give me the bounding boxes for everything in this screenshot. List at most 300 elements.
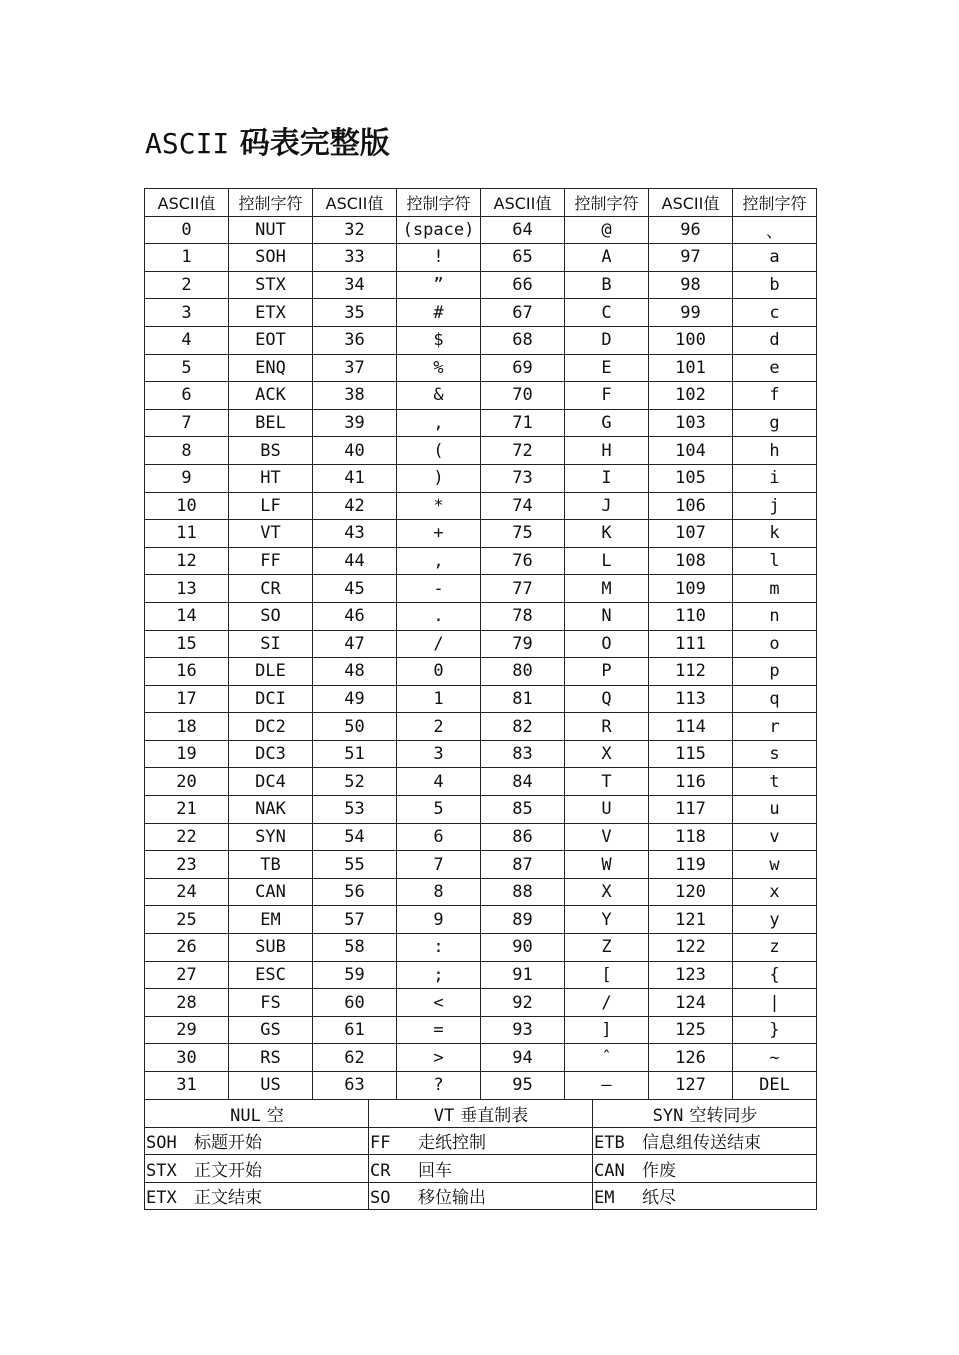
ascii-value-cell: 104 bbox=[649, 437, 733, 465]
ascii-value-cell: 90 bbox=[481, 934, 565, 962]
ascii-value-cell: 79 bbox=[481, 630, 565, 658]
column-header: 控制字符 bbox=[397, 189, 481, 217]
legend-code: ETB bbox=[594, 1133, 625, 1154]
control-char-cell: — bbox=[565, 1072, 649, 1100]
control-char-cell: | bbox=[733, 989, 817, 1017]
control-char-cell: ~ bbox=[733, 1044, 817, 1072]
ascii-code-table bbox=[144, 188, 817, 1100]
control-char-cell: s bbox=[733, 740, 817, 768]
control-char-cell: , bbox=[397, 547, 481, 575]
control-char-cell: NAK bbox=[229, 796, 313, 824]
ascii-value-cell: 36 bbox=[313, 326, 397, 354]
table-row bbox=[145, 740, 817, 768]
control-char-cell: M bbox=[565, 575, 649, 603]
ascii-value-cell: 92 bbox=[481, 989, 565, 1017]
ascii-value-cell: 29 bbox=[145, 1016, 229, 1044]
control-char-cell: x bbox=[733, 878, 817, 906]
control-char-cell: / bbox=[565, 989, 649, 1017]
ascii-value-cell: 89 bbox=[481, 906, 565, 934]
ascii-value-cell: 98 bbox=[649, 271, 733, 299]
ascii-value-cell: 20 bbox=[145, 768, 229, 796]
ascii-value-cell: 35 bbox=[313, 299, 397, 327]
control-char-cell: CR bbox=[229, 575, 313, 603]
ascii-value-cell: 32 bbox=[313, 216, 397, 244]
ascii-value-cell: 59 bbox=[313, 961, 397, 989]
ascii-value-cell: 21 bbox=[145, 796, 229, 824]
control-char-cell: u bbox=[733, 796, 817, 824]
ascii-value-cell: 70 bbox=[481, 382, 565, 410]
control-char-cell: a bbox=[733, 244, 817, 272]
control-char-cell: 4 bbox=[397, 768, 481, 796]
legend-row bbox=[145, 1127, 817, 1155]
legend-code: NUL bbox=[230, 1105, 261, 1126]
ascii-value-cell: 26 bbox=[145, 934, 229, 962]
control-char-cell: FS bbox=[229, 989, 313, 1017]
control-char-cell: n bbox=[733, 602, 817, 630]
legend-cell bbox=[369, 1127, 593, 1155]
page-title-rest: 码表完整版 bbox=[229, 126, 390, 161]
control-char-cell: k bbox=[733, 520, 817, 548]
control-char-cell: h bbox=[733, 437, 817, 465]
control-char-cell: v bbox=[733, 823, 817, 851]
ascii-value-cell: 71 bbox=[481, 409, 565, 437]
ascii-value-cell: 108 bbox=[649, 547, 733, 575]
ascii-value-cell: 25 bbox=[145, 906, 229, 934]
control-char-cell: (space) bbox=[397, 216, 481, 244]
ascii-value-cell: 81 bbox=[481, 685, 565, 713]
control-char-cell: SUB bbox=[229, 934, 313, 962]
control-char-cell: * bbox=[397, 492, 481, 520]
control-char-cell: US bbox=[229, 1072, 313, 1100]
ascii-value-cell: 72 bbox=[481, 437, 565, 465]
ascii-value-cell: 125 bbox=[649, 1016, 733, 1044]
legend-meaning: 回车 bbox=[418, 1160, 452, 1181]
legend-meaning: 垂直制表 bbox=[460, 1105, 529, 1126]
ascii-value-cell: 60 bbox=[313, 989, 397, 1017]
ascii-value-cell: 24 bbox=[145, 878, 229, 906]
ascii-value-cell: 44 bbox=[313, 547, 397, 575]
ascii-value-cell: 57 bbox=[313, 906, 397, 934]
legend-cell bbox=[145, 1155, 369, 1183]
table-row bbox=[145, 382, 817, 410]
ascii-value-cell: 4 bbox=[145, 326, 229, 354]
control-char-cell: ACK bbox=[229, 382, 313, 410]
control-char-cell: W bbox=[565, 851, 649, 879]
legend-meaning: 正文结束 bbox=[194, 1188, 262, 1209]
control-char-cell: I bbox=[565, 464, 649, 492]
legend-header-cell bbox=[593, 1100, 817, 1128]
control-char-cell: SO bbox=[229, 602, 313, 630]
ascii-value-cell: 31 bbox=[145, 1072, 229, 1100]
control-char-cell: BEL bbox=[229, 409, 313, 437]
legend-row bbox=[145, 1155, 817, 1183]
control-char-cell: 5 bbox=[397, 796, 481, 824]
ascii-value-cell: 102 bbox=[649, 382, 733, 410]
table-row bbox=[145, 437, 817, 465]
table-row bbox=[145, 547, 817, 575]
legend-meaning: 移位输出 bbox=[418, 1188, 486, 1209]
control-char-cell: w bbox=[733, 851, 817, 879]
table-row bbox=[145, 1044, 817, 1072]
ascii-value-cell: 49 bbox=[313, 685, 397, 713]
ascii-value-cell: 126 bbox=[649, 1044, 733, 1072]
ascii-value-cell: 113 bbox=[649, 685, 733, 713]
ascii-value-cell: 23 bbox=[145, 851, 229, 879]
ascii-value-cell: 63 bbox=[313, 1072, 397, 1100]
control-char-cell: Y bbox=[565, 906, 649, 934]
control-char-cell: c bbox=[733, 299, 817, 327]
control-char-cell: 1 bbox=[397, 685, 481, 713]
control-char-cell: V bbox=[565, 823, 649, 851]
control-char-cell: ) bbox=[397, 464, 481, 492]
legend-cell bbox=[145, 1182, 369, 1210]
control-char-cell: E bbox=[565, 354, 649, 382]
ascii-value-cell: 124 bbox=[649, 989, 733, 1017]
legend-code: ETX bbox=[146, 1188, 177, 1209]
ascii-value-cell: 28 bbox=[145, 989, 229, 1017]
column-header: ASCII值 bbox=[145, 189, 229, 217]
legend-cell bbox=[593, 1182, 817, 1210]
control-char-cell: R bbox=[565, 713, 649, 741]
ascii-value-cell: 78 bbox=[481, 602, 565, 630]
ascii-value-cell: 76 bbox=[481, 547, 565, 575]
ascii-value-cell: 123 bbox=[649, 961, 733, 989]
ascii-value-cell: 118 bbox=[649, 823, 733, 851]
ascii-value-cell: 105 bbox=[649, 464, 733, 492]
ascii-value-cell: 97 bbox=[649, 244, 733, 272]
control-char-cell: j bbox=[733, 492, 817, 520]
legend-meaning: 纸尽 bbox=[642, 1188, 676, 1209]
ascii-value-cell: 121 bbox=[649, 906, 733, 934]
table-row bbox=[145, 906, 817, 934]
ascii-value-cell: 13 bbox=[145, 575, 229, 603]
ascii-value-cell: 46 bbox=[313, 602, 397, 630]
ascii-value-cell: 55 bbox=[313, 851, 397, 879]
ascii-value-cell: 3 bbox=[145, 299, 229, 327]
control-char-cell: , bbox=[397, 409, 481, 437]
control-char-cell: A bbox=[565, 244, 649, 272]
control-char-cell: GS bbox=[229, 1016, 313, 1044]
ascii-value-cell: 66 bbox=[481, 271, 565, 299]
control-char-cell: DC4 bbox=[229, 768, 313, 796]
control-char-cell: i bbox=[733, 464, 817, 492]
ascii-value-cell: 61 bbox=[313, 1016, 397, 1044]
control-char-cell: e bbox=[733, 354, 817, 382]
ascii-value-cell: 62 bbox=[313, 1044, 397, 1072]
ascii-value-cell: 27 bbox=[145, 961, 229, 989]
ascii-value-cell: 51 bbox=[313, 740, 397, 768]
control-char-cell: ? bbox=[397, 1072, 481, 1100]
table-row bbox=[145, 326, 817, 354]
ascii-value-cell: 107 bbox=[649, 520, 733, 548]
control-char-cell: { bbox=[733, 961, 817, 989]
ascii-value-cell: 88 bbox=[481, 878, 565, 906]
column-header: 控制字符 bbox=[733, 189, 817, 217]
control-char-cell: . bbox=[397, 602, 481, 630]
legend-code: CR bbox=[370, 1160, 391, 1181]
ascii-value-cell: 0 bbox=[145, 216, 229, 244]
control-char-cell: q bbox=[733, 685, 817, 713]
table-row bbox=[145, 602, 817, 630]
legend-code: VT bbox=[433, 1105, 455, 1126]
legend-code: SYN bbox=[652, 1105, 684, 1126]
ascii-value-cell: 50 bbox=[313, 713, 397, 741]
control-char-cell: & bbox=[397, 382, 481, 410]
ascii-value-cell: 110 bbox=[649, 602, 733, 630]
table-row bbox=[145, 464, 817, 492]
ascii-value-cell: 17 bbox=[145, 685, 229, 713]
control-char-cell: Z bbox=[565, 934, 649, 962]
legend-code: FF bbox=[370, 1133, 391, 1154]
table-row bbox=[145, 409, 817, 437]
ascii-value-cell: 30 bbox=[145, 1044, 229, 1072]
control-char-cell: TB bbox=[229, 851, 313, 879]
column-header: ASCII值 bbox=[481, 189, 565, 217]
control-char-cell: B bbox=[565, 271, 649, 299]
control-char-cell: ! bbox=[397, 244, 481, 272]
ascii-value-cell: 75 bbox=[481, 520, 565, 548]
control-char-cell: D bbox=[565, 326, 649, 354]
table-row bbox=[145, 216, 817, 244]
ascii-value-cell: 96 bbox=[649, 216, 733, 244]
control-char-cell: } bbox=[733, 1016, 817, 1044]
table-row bbox=[145, 1072, 817, 1100]
control-char-cell: BS bbox=[229, 437, 313, 465]
control-char-cell: HT bbox=[229, 464, 313, 492]
ascii-value-cell: 77 bbox=[481, 575, 565, 603]
control-char-cell: + bbox=[397, 520, 481, 548]
control-char-cell: SI bbox=[229, 630, 313, 658]
ascii-value-cell: 40 bbox=[313, 437, 397, 465]
ascii-value-cell: 52 bbox=[313, 768, 397, 796]
table-row bbox=[145, 768, 817, 796]
table-row bbox=[145, 934, 817, 962]
control-char-cell: - bbox=[397, 575, 481, 603]
control-char-cell: P bbox=[565, 658, 649, 686]
ascii-value-cell: 43 bbox=[313, 520, 397, 548]
control-char-cell: 3 bbox=[397, 740, 481, 768]
ascii-value-cell: 8 bbox=[145, 437, 229, 465]
control-char-legend-table bbox=[144, 1099, 817, 1210]
ascii-value-cell: 84 bbox=[481, 768, 565, 796]
ascii-value-cell: 122 bbox=[649, 934, 733, 962]
control-char-cell: # bbox=[397, 299, 481, 327]
ascii-value-cell: 39 bbox=[313, 409, 397, 437]
table-row bbox=[145, 851, 817, 879]
control-char-cell: DC3 bbox=[229, 740, 313, 768]
legend-cell bbox=[593, 1127, 817, 1155]
ascii-value-cell: 111 bbox=[649, 630, 733, 658]
control-char-cell: VT bbox=[229, 520, 313, 548]
legend-cell bbox=[369, 1155, 593, 1183]
control-char-cell: H bbox=[565, 437, 649, 465]
table-row bbox=[145, 685, 817, 713]
ascii-value-cell: 2 bbox=[145, 271, 229, 299]
table-row bbox=[145, 878, 817, 906]
ascii-value-cell: 67 bbox=[481, 299, 565, 327]
column-header: 控制字符 bbox=[565, 189, 649, 217]
control-char-cell: r bbox=[733, 713, 817, 741]
control-char-cell: FF bbox=[229, 547, 313, 575]
table-row bbox=[145, 354, 817, 382]
table-row bbox=[145, 492, 817, 520]
ascii-value-cell: 54 bbox=[313, 823, 397, 851]
ascii-value-cell: 109 bbox=[649, 575, 733, 603]
control-char-cell: ; bbox=[397, 961, 481, 989]
control-char-cell: U bbox=[565, 796, 649, 824]
control-char-cell: K bbox=[565, 520, 649, 548]
ascii-value-cell: 58 bbox=[313, 934, 397, 962]
control-char-cell: N bbox=[565, 602, 649, 630]
control-char-cell: RS bbox=[229, 1044, 313, 1072]
ascii-value-cell: 37 bbox=[313, 354, 397, 382]
control-char-cell: SOH bbox=[229, 244, 313, 272]
ascii-value-cell: 22 bbox=[145, 823, 229, 851]
control-char-cell: / bbox=[397, 630, 481, 658]
legend-code: SOH bbox=[146, 1133, 177, 1154]
legend-meaning: 走纸控制 bbox=[418, 1133, 486, 1154]
table-row bbox=[145, 796, 817, 824]
column-header: ASCII值 bbox=[313, 189, 397, 217]
ascii-value-cell: 87 bbox=[481, 851, 565, 879]
ascii-value-cell: 112 bbox=[649, 658, 733, 686]
legend-code: SO bbox=[370, 1188, 391, 1209]
control-char-cell: f bbox=[733, 382, 817, 410]
ascii-value-cell: 115 bbox=[649, 740, 733, 768]
control-char-cell: z bbox=[733, 934, 817, 962]
table-row bbox=[145, 575, 817, 603]
legend-header-row bbox=[145, 1100, 817, 1128]
control-char-cell: d bbox=[733, 326, 817, 354]
table-row bbox=[145, 520, 817, 548]
ascii-value-cell: 15 bbox=[145, 630, 229, 658]
ascii-value-cell: 5 bbox=[145, 354, 229, 382]
control-char-cell: g bbox=[733, 409, 817, 437]
ascii-value-cell: 41 bbox=[313, 464, 397, 492]
legend-meaning: 空转同步 bbox=[689, 1105, 758, 1126]
column-header: 控制字符 bbox=[229, 189, 313, 217]
control-char-cell: 9 bbox=[397, 906, 481, 934]
ascii-value-cell: 101 bbox=[649, 354, 733, 382]
ascii-value-cell: 83 bbox=[481, 740, 565, 768]
control-char-cell: 6 bbox=[397, 823, 481, 851]
ascii-value-cell: 100 bbox=[649, 326, 733, 354]
control-char-cell: o bbox=[733, 630, 817, 658]
control-char-cell: ] bbox=[565, 1016, 649, 1044]
control-char-cell: NUT bbox=[229, 216, 313, 244]
ascii-value-cell: 69 bbox=[481, 354, 565, 382]
control-char-cell: y bbox=[733, 906, 817, 934]
control-char-cell: F bbox=[565, 382, 649, 410]
control-char-cell: ETX bbox=[229, 299, 313, 327]
ascii-value-cell: 116 bbox=[649, 768, 733, 796]
ascii-value-cell: 48 bbox=[313, 658, 397, 686]
ascii-value-cell: 7 bbox=[145, 409, 229, 437]
control-char-cell: Q bbox=[565, 685, 649, 713]
control-char-cell: DEL bbox=[733, 1072, 817, 1100]
ascii-value-cell: 53 bbox=[313, 796, 397, 824]
ascii-value-cell: 86 bbox=[481, 823, 565, 851]
ascii-value-cell: 64 bbox=[481, 216, 565, 244]
control-char-cell: m bbox=[733, 575, 817, 603]
control-char-cell: ( bbox=[397, 437, 481, 465]
control-char-cell: X bbox=[565, 878, 649, 906]
control-char-cell: % bbox=[397, 354, 481, 382]
control-char-cell: C bbox=[565, 299, 649, 327]
ascii-value-cell: 38 bbox=[313, 382, 397, 410]
control-char-cell: 8 bbox=[397, 878, 481, 906]
legend-row bbox=[145, 1182, 817, 1210]
control-char-cell: < bbox=[397, 989, 481, 1017]
legend-meaning: 信息组传送结束 bbox=[642, 1133, 761, 1154]
table-row bbox=[145, 823, 817, 851]
control-char-cell: DCI bbox=[229, 685, 313, 713]
ascii-value-cell: 56 bbox=[313, 878, 397, 906]
table-row bbox=[145, 271, 817, 299]
ascii-value-cell: 9 bbox=[145, 464, 229, 492]
table-header-row bbox=[145, 189, 817, 217]
control-char-cell: [ bbox=[565, 961, 649, 989]
ascii-value-cell: 1 bbox=[145, 244, 229, 272]
control-char-cell: LF bbox=[229, 492, 313, 520]
ascii-value-cell: 14 bbox=[145, 602, 229, 630]
legend-meaning: 作废 bbox=[642, 1160, 676, 1181]
legend-cell bbox=[369, 1182, 593, 1210]
control-char-cell: = bbox=[397, 1016, 481, 1044]
legend-header-cell bbox=[145, 1100, 369, 1128]
control-char-cell: : bbox=[397, 934, 481, 962]
ascii-value-cell: 103 bbox=[649, 409, 733, 437]
ascii-value-cell: 80 bbox=[481, 658, 565, 686]
ascii-value-cell: 74 bbox=[481, 492, 565, 520]
control-char-cell: DLE bbox=[229, 658, 313, 686]
legend-code: EM bbox=[594, 1188, 615, 1209]
legend-code: CAN bbox=[594, 1160, 625, 1181]
control-char-cell: 、 bbox=[733, 216, 817, 244]
ascii-value-cell: 91 bbox=[481, 961, 565, 989]
ascii-value-cell: 127 bbox=[649, 1072, 733, 1100]
ascii-value-cell: 18 bbox=[145, 713, 229, 741]
control-char-cell: STX bbox=[229, 271, 313, 299]
control-char-cell: DC2 bbox=[229, 713, 313, 741]
control-char-cell: b bbox=[733, 271, 817, 299]
control-char-cell: t bbox=[733, 768, 817, 796]
control-char-cell: $ bbox=[397, 326, 481, 354]
ascii-value-cell: 106 bbox=[649, 492, 733, 520]
ascii-value-cell: 12 bbox=[145, 547, 229, 575]
table-row bbox=[145, 1016, 817, 1044]
ascii-value-cell: 93 bbox=[481, 1016, 565, 1044]
ascii-value-cell: 99 bbox=[649, 299, 733, 327]
ascii-value-cell: 117 bbox=[649, 796, 733, 824]
ascii-value-cell: 73 bbox=[481, 464, 565, 492]
table-row bbox=[145, 658, 817, 686]
ascii-value-cell: 10 bbox=[145, 492, 229, 520]
control-char-cell: G bbox=[565, 409, 649, 437]
table-row bbox=[145, 299, 817, 327]
column-header: ASCII值 bbox=[649, 189, 733, 217]
control-char-cell: J bbox=[565, 492, 649, 520]
ascii-value-cell: 65 bbox=[481, 244, 565, 272]
control-char-cell: T bbox=[565, 768, 649, 796]
control-char-cell: ” bbox=[397, 271, 481, 299]
control-char-cell: SYN bbox=[229, 823, 313, 851]
table-row bbox=[145, 244, 817, 272]
legend-cell bbox=[593, 1155, 817, 1183]
ascii-value-cell: 47 bbox=[313, 630, 397, 658]
control-char-cell: 0 bbox=[397, 658, 481, 686]
control-char-cell: l bbox=[733, 547, 817, 575]
